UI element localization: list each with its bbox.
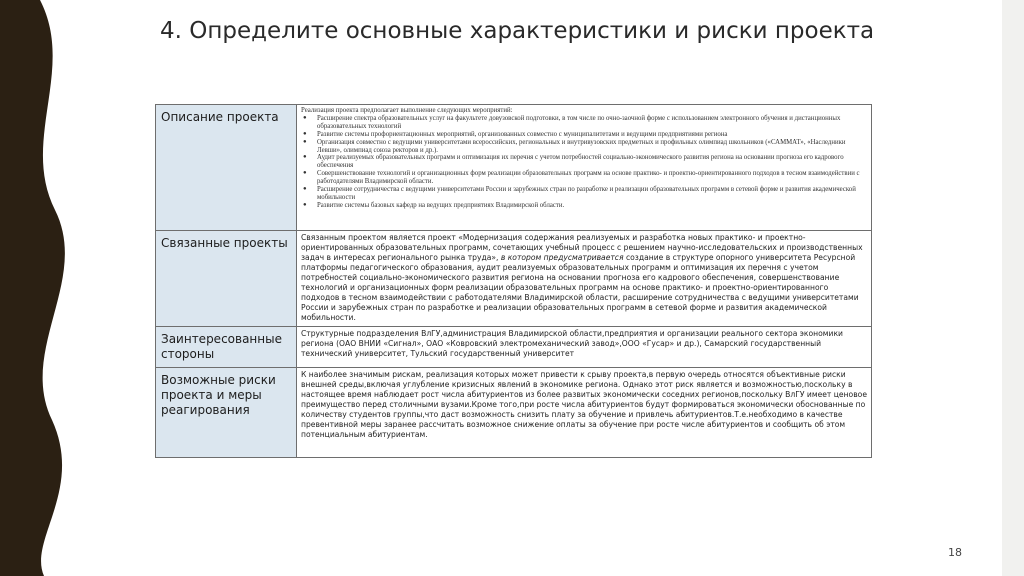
bullet-icon: ●: [303, 201, 307, 208]
table-row: [156, 368, 872, 458]
table-row: [156, 105, 872, 231]
description-list: [301, 115, 867, 210]
list-item: ● Развитие системы базовых кафедр на ведущих предприятиях Владимирской области.: [303, 201, 565, 209]
bullet-icon: ●: [303, 170, 307, 177]
page-number: 18: [948, 546, 962, 559]
project-table: [155, 104, 872, 458]
related-text-part: создание в структуре опорного университета Ресурсной платформы педагогического образования, аудит реализуемых образовательных программ и оптимизация их перечня с учетом потребностей социально-экономического развития региона на основании прогноза его кадрового обеспечения, совершенствование технологий и организационных форм реализации образовательных программ на основе практико- и проектно-ориентированного подходов в тесном взаимодействии с работодателями Владимирской области, расширение сотрудничества с ведущими университетами России и зарубежных стран по разработке и реализации образовательных программ в сетевой форме и развития академической мобильности.: [301, 253, 859, 322]
risks-cell: К наиболее значимым рискам, реализация которых может привести к срыву проекта,в первую очередь относятся объективные риски внешней среды,включая углубление кризисных явлений в экономике региона. Однако этот риск является и возможностью,поскольку в настоящее время наблюдает рост числа абитуриентов из более развитых экономически соседних регионов,поскольку ВлГУ имеет ценовое преимущество перед столичными вузами.Кроме того,при росте числа абитуриентов будут формироваться экономически обоснованные по количеству студентов группы,что даст возможность снизить плату за обучение и привлечь абитуриентов.Т.е.необходимо в качестве превентивной меры заранее рассчитать возможное снижение оплаты за обучение при росте числе абитуриентов и сообщить об этом потенциальным абитуриентам.: [297, 368, 872, 458]
stakeholders-cell: Структурные подразделения ВлГУ,администрация Владимирской области,предприятия и организации реального сектора экономики региона (ОАО ВНИИ «Сигнал», ОАО «Ковровский электромеханический завод»,ООО «Гусар» и др.), Самарский государственный технический университет, Тульский государственный университет: [297, 327, 872, 368]
right-edge-bar: [1002, 0, 1024, 576]
related-text-italic: в котором предусматривается: [498, 253, 624, 262]
table-row: [156, 327, 872, 368]
bullet-icon: ●: [303, 186, 307, 193]
bullet-icon: ●: [303, 154, 307, 161]
list-item: ● Совершенствование технологий и организационных форм реализации образовательных программ на основе практико- и проектно-ориентированного подходов в тесном взаимодействии с работодателями Владимирской области.: [303, 170, 860, 186]
related-text-part: Связанным проектом является проект «Модернизация содержания реализуемых и разработка новых практико- и проектно-ориентированных образовательных программ, сочетающих учебный процесс с решением научно-исследовательских и производственных задач в интересах регионального рынка труда»,: [301, 233, 863, 262]
row-label-description: Описание проекта: [156, 105, 297, 231]
list-item: ● Организация совместно с ведущими университетами всероссийских, региональных и внутривузовских предметных и профильных олимпиад школьников («САММАТ», «Наследники Левши», олимпиад союза ректоров и др.).: [303, 138, 846, 154]
list-item: ● Развитие системы профориентационных мероприятий, организованных совместно с муниципалитетами и ведущими предприятиями региона: [303, 130, 728, 138]
bullet-icon: ●: [303, 138, 307, 145]
slide-title: 4. Определите основные характеристики и риски проекта: [160, 18, 875, 44]
list-item: ● Расширение спектра образовательных услуг на факультете довузовской подготовки, в том числе по очно-заочной форме с использованием электронного обучения и дистанционных образовательных технологий: [303, 114, 841, 130]
description-cell: [297, 105, 872, 231]
list-item: ● Расширение сотрудничества с ведущими университетами России и зарубежных стран по разработке и реализации образовательных программ в сетевой форме и развития академической мобильности: [303, 186, 856, 201]
bullet-icon: ●: [303, 114, 307, 121]
row-label-related-projects: Связанные проекты: [156, 231, 297, 327]
list-item: ● Аудит реализуемых образовательных программ и оптимизация их перечня с учетом потребностей социально-экономического развития региона на основании прогноза его кадрового обеспечения: [303, 154, 844, 170]
bullet-icon: ●: [303, 130, 307, 137]
description-intro: Реализация проекта предполагает выполнение следующих мероприятий:: [301, 107, 513, 114]
left-wave-decoration: [0, 0, 80, 576]
table-row: [156, 231, 872, 327]
row-label-stakeholders: Заинтересованные стороны: [156, 327, 297, 368]
row-label-risks: Возможные риски проекта и меры реагирования: [156, 368, 297, 458]
related-projects-cell: [297, 231, 872, 327]
